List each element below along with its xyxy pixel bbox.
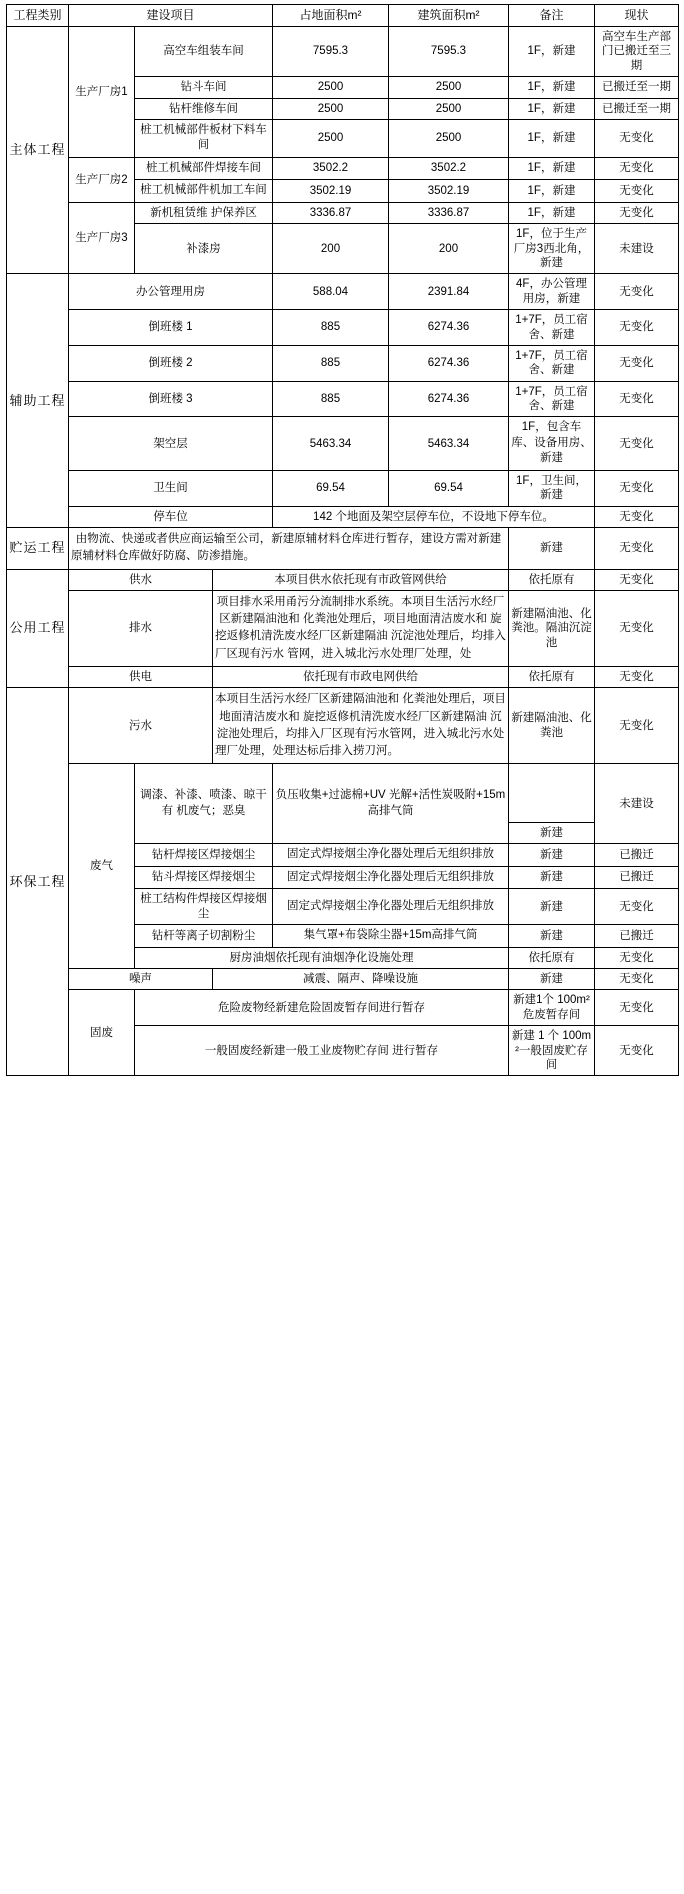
description: 本项目供水依托现有市政管网供给 — [213, 569, 509, 590]
note: 1F，新建 — [509, 27, 595, 77]
subgroup-workshop-1: 生产厂房1 — [69, 27, 135, 158]
status: 无变化 — [595, 470, 679, 506]
land-area: 2500 — [273, 77, 389, 98]
status: 无变化 — [595, 889, 679, 925]
floor-area: 6274.36 — [389, 345, 509, 381]
note: 新建隔油池、化粪池 — [509, 688, 595, 764]
storage-description: 由物流、快递或者供应商运输至公司，新建原辅材料仓库进行暂存，建设方需对新建原辅材料仓库做好防腐、防渗措施。 — [69, 528, 509, 570]
project-name: 停车位 — [69, 506, 273, 527]
status: 已搬迁至一期 — [595, 98, 679, 119]
land-area: 885 — [273, 345, 389, 381]
status: 无变化 — [595, 969, 679, 990]
note: 1F，位于生产厂房3西北角，新建 — [509, 224, 595, 274]
noise-description: 减震、隔声、降噪设施 — [213, 969, 509, 990]
project-name: 新机租赁维 护保养区 — [135, 202, 273, 223]
note: 依托原有 — [509, 947, 595, 968]
floor-area: 6274.36 — [389, 381, 509, 417]
land-area: 3502.2 — [273, 157, 389, 180]
header-land-area: 占地面积m² — [273, 5, 389, 27]
treatment-facility: 固定式焊接烟尘净化器处理后无组织排放 — [273, 889, 509, 925]
status: 未建设 — [595, 224, 679, 274]
project-name: 卫生间 — [69, 470, 273, 506]
note: 新建1个 100m²危废暂存间 — [509, 990, 595, 1026]
note: 1F，卫生间，新建 — [509, 470, 595, 506]
table-row — [7, 688, 679, 764]
status: 无变化 — [595, 417, 679, 471]
land-area: 885 — [273, 381, 389, 417]
project-name: 高空车组装车间 — [135, 27, 273, 77]
land-area: 3502.19 — [273, 180, 389, 203]
waste-gas-label: 废气 — [69, 764, 135, 969]
status: 无变化 — [595, 180, 679, 203]
project-name: 供电 — [69, 666, 213, 687]
status: 无变化 — [595, 1026, 679, 1076]
note: 依托原有 — [509, 569, 595, 590]
status: 无变化 — [595, 990, 679, 1026]
table-body — [7, 27, 679, 1076]
status: 无变化 — [595, 666, 679, 687]
project-name: 架空层 — [69, 417, 273, 471]
note-empty — [509, 764, 594, 823]
project-name: 钻杆维修车间 — [135, 98, 273, 119]
project-name: 办公管理用房 — [69, 274, 273, 310]
status: 已搬迁 — [595, 844, 679, 867]
table-row — [7, 274, 679, 310]
note: 新建 — [509, 889, 595, 925]
status: 已搬迁 — [595, 925, 679, 948]
note: 1F，新建 — [509, 119, 595, 157]
emission-source: 钻杆等离子切割粉尘 — [135, 925, 273, 948]
status: 无变化 — [595, 688, 679, 764]
subgroup-workshop-2: 生产厂房2 — [69, 157, 135, 202]
floor-area: 3502.2 — [389, 157, 509, 180]
project-name: 污水 — [69, 688, 213, 764]
floor-area: 2500 — [389, 119, 509, 157]
status: 未建设 — [595, 764, 679, 844]
solid-waste-description: 危险废物经新建危险固废暂存间进行暂存 — [135, 990, 509, 1026]
solid-waste-label: 固废 — [69, 990, 135, 1076]
construction-project-table — [6, 4, 679, 1076]
emission-source: 钻杆焊接区焊接烟尘 — [135, 844, 273, 867]
status: 无变化 — [595, 590, 679, 666]
table-row — [7, 528, 679, 570]
floor-area: 6274.36 — [389, 310, 509, 346]
description: 依托现有市政电网供给 — [213, 666, 509, 687]
note: 新建 — [509, 844, 595, 867]
status: 无变化 — [595, 947, 679, 968]
emission-source: 厨房油烟依托现有油烟净化设施处理 — [135, 947, 509, 968]
description: 项目排水采用甬污分流制排水系统。本项目生活污水经厂区新建隔油池和 化粪池处理后，项目地面清洁废水和 旋挖返修机清洗废水经厂区新建隔油 沉淀池处理后，均排入厂区现有污水 管网，进入城北污水处理厂处理，处 — [213, 590, 509, 666]
note: 依托原有 — [509, 666, 595, 687]
project-name: 补漆房 — [135, 224, 273, 274]
floor-area: 2500 — [389, 98, 509, 119]
table-row — [7, 666, 679, 687]
header-project: 建设项目 — [69, 5, 273, 27]
note: 1F，包含车库、设备用房、新建 — [509, 417, 595, 471]
header-row — [7, 5, 679, 27]
note: 新建隔油池、化粪池。隔油沉淀池 — [509, 590, 595, 666]
status: 无变化 — [595, 345, 679, 381]
table-row — [7, 310, 679, 346]
note: 新建 — [509, 528, 595, 570]
table-row — [7, 990, 679, 1026]
category-utility-works: 公用工程 — [7, 569, 69, 688]
treatment-facility: 负压收集+过滤棉+UV 光解+活性炭吸附+15m高排气筒 — [273, 764, 509, 844]
land-area: 588.04 — [273, 274, 389, 310]
header-status: 现状 — [595, 5, 679, 27]
note: 1F，新建 — [509, 98, 595, 119]
status: 无变化 — [595, 202, 679, 223]
status: 无变化 — [595, 381, 679, 417]
project-name: 倒班楼 1 — [69, 310, 273, 346]
project-name: 桩工机械部件焊接车间 — [135, 157, 273, 180]
note: 新建 — [509, 969, 595, 990]
floor-area: 3336.87 — [389, 202, 509, 223]
note: 新建 — [509, 866, 595, 889]
status: 无变化 — [595, 157, 679, 180]
land-area: 2500 — [273, 98, 389, 119]
noise-label: 噪声 — [69, 969, 213, 990]
category-environmental-works: 环保工程 — [7, 688, 69, 1076]
floor-area: 3502.19 — [389, 180, 509, 203]
category-storage-transport: 贮运工程 — [7, 528, 69, 570]
floor-area: 200 — [389, 224, 509, 274]
table-row — [7, 157, 679, 180]
project-name: 桩工机械部件板材下料车间 — [135, 119, 273, 157]
header-floor-area: 建筑面积m² — [389, 5, 509, 27]
note: 1+7F，员工宿舍、新建 — [509, 310, 595, 346]
note: 1F，新建 — [509, 202, 595, 223]
project-name: 倒班楼 3 — [69, 381, 273, 417]
land-area: 200 — [273, 224, 389, 274]
project-name: 供水 — [69, 569, 213, 590]
table-row — [7, 590, 679, 666]
status: 已搬迁 — [595, 866, 679, 889]
project-name: 钻斗车间 — [135, 77, 273, 98]
table-row — [7, 470, 679, 506]
header-note: 备注 — [509, 5, 595, 27]
table-row — [7, 969, 679, 990]
table-row — [7, 345, 679, 381]
description: 本项目生活污水经厂区新建隔油池和 化粪池处理后，项目地面清洁废水和 旋挖返修机清洗废水经厂区新建隔油 沉淀池处理后，均排入厂区现有污水管网，进入城北污水处理厂处理，处理达标后排入捞刀河。 — [213, 688, 509, 764]
emission-source: 桩工结构件焊接区焊接烟尘 — [135, 889, 273, 925]
note: 新建 1 个 100m²一般固废贮存间 — [509, 1026, 595, 1076]
note: 1F，新建 — [509, 180, 595, 203]
note: 新建 — [509, 925, 595, 948]
note: 1+7F，员工宿舍、新建 — [509, 381, 595, 417]
treatment-facility: 集气罩+布袋除尘器+15m高排气筒 — [273, 925, 509, 948]
floor-area: 5463.34 — [389, 417, 509, 471]
category-auxiliary-works: 辅助工程 — [7, 274, 69, 528]
table-row — [7, 506, 679, 527]
note: 1F，新建 — [509, 77, 595, 98]
solid-waste-description: 一般固废经新建一般工业废物贮存间 进行暂存 — [135, 1026, 509, 1076]
table-row — [7, 417, 679, 471]
emission-source: 调漆、补漆、喷漆、晾干有 机废气；恶臭 — [135, 764, 273, 844]
note: 1+7F，员工宿舍、新建 — [509, 345, 595, 381]
status: 高空车生产部门已搬迁至三期 — [595, 27, 679, 77]
status: 无变化 — [595, 310, 679, 346]
treatment-facility: 固定式焊接烟尘净化器处理后无组织排放 — [273, 866, 509, 889]
category-main-works: 主体工程 — [7, 27, 69, 274]
table-row — [7, 569, 679, 590]
land-area: 3336.87 — [273, 202, 389, 223]
table-row — [7, 764, 679, 844]
treatment-facility: 固定式焊接烟尘净化器处理后无组织排放 — [273, 844, 509, 867]
subgroup-workshop-3: 生产厂房3 — [69, 202, 135, 274]
floor-area: 7595.3 — [389, 27, 509, 77]
floor-area: 2391.84 — [389, 274, 509, 310]
table-header — [7, 5, 679, 27]
land-area: 69.54 — [273, 470, 389, 506]
project-name: 桩工机械部件机加工车间 — [135, 180, 273, 203]
note: 1F，新建 — [509, 157, 595, 180]
land-area: 2500 — [273, 119, 389, 157]
land-area: 7595.3 — [273, 27, 389, 77]
note: 4F，办公管理用房，新建 — [509, 274, 595, 310]
note: 新建 — [540, 827, 563, 840]
table-row — [7, 381, 679, 417]
floor-area: 2500 — [389, 77, 509, 98]
status: 无变化 — [595, 274, 679, 310]
status: 无变化 — [595, 528, 679, 570]
land-area: 885 — [273, 310, 389, 346]
status: 无变化 — [595, 119, 679, 157]
project-name: 倒班楼 2 — [69, 345, 273, 381]
floor-area: 69.54 — [389, 470, 509, 506]
status: 无变化 — [595, 506, 679, 527]
status: 无变化 — [595, 569, 679, 590]
parking-description: 142 个地面及架空层停车位，不设地下停车位。 — [273, 506, 595, 527]
project-name: 排水 — [69, 590, 213, 666]
land-area: 5463.34 — [273, 417, 389, 471]
emission-source: 钻斗焊接区焊接烟尘 — [135, 866, 273, 889]
status: 已搬迁至一期 — [595, 77, 679, 98]
table-row — [7, 27, 679, 77]
header-category: 工程类别 — [7, 5, 69, 27]
table-row — [7, 202, 679, 223]
